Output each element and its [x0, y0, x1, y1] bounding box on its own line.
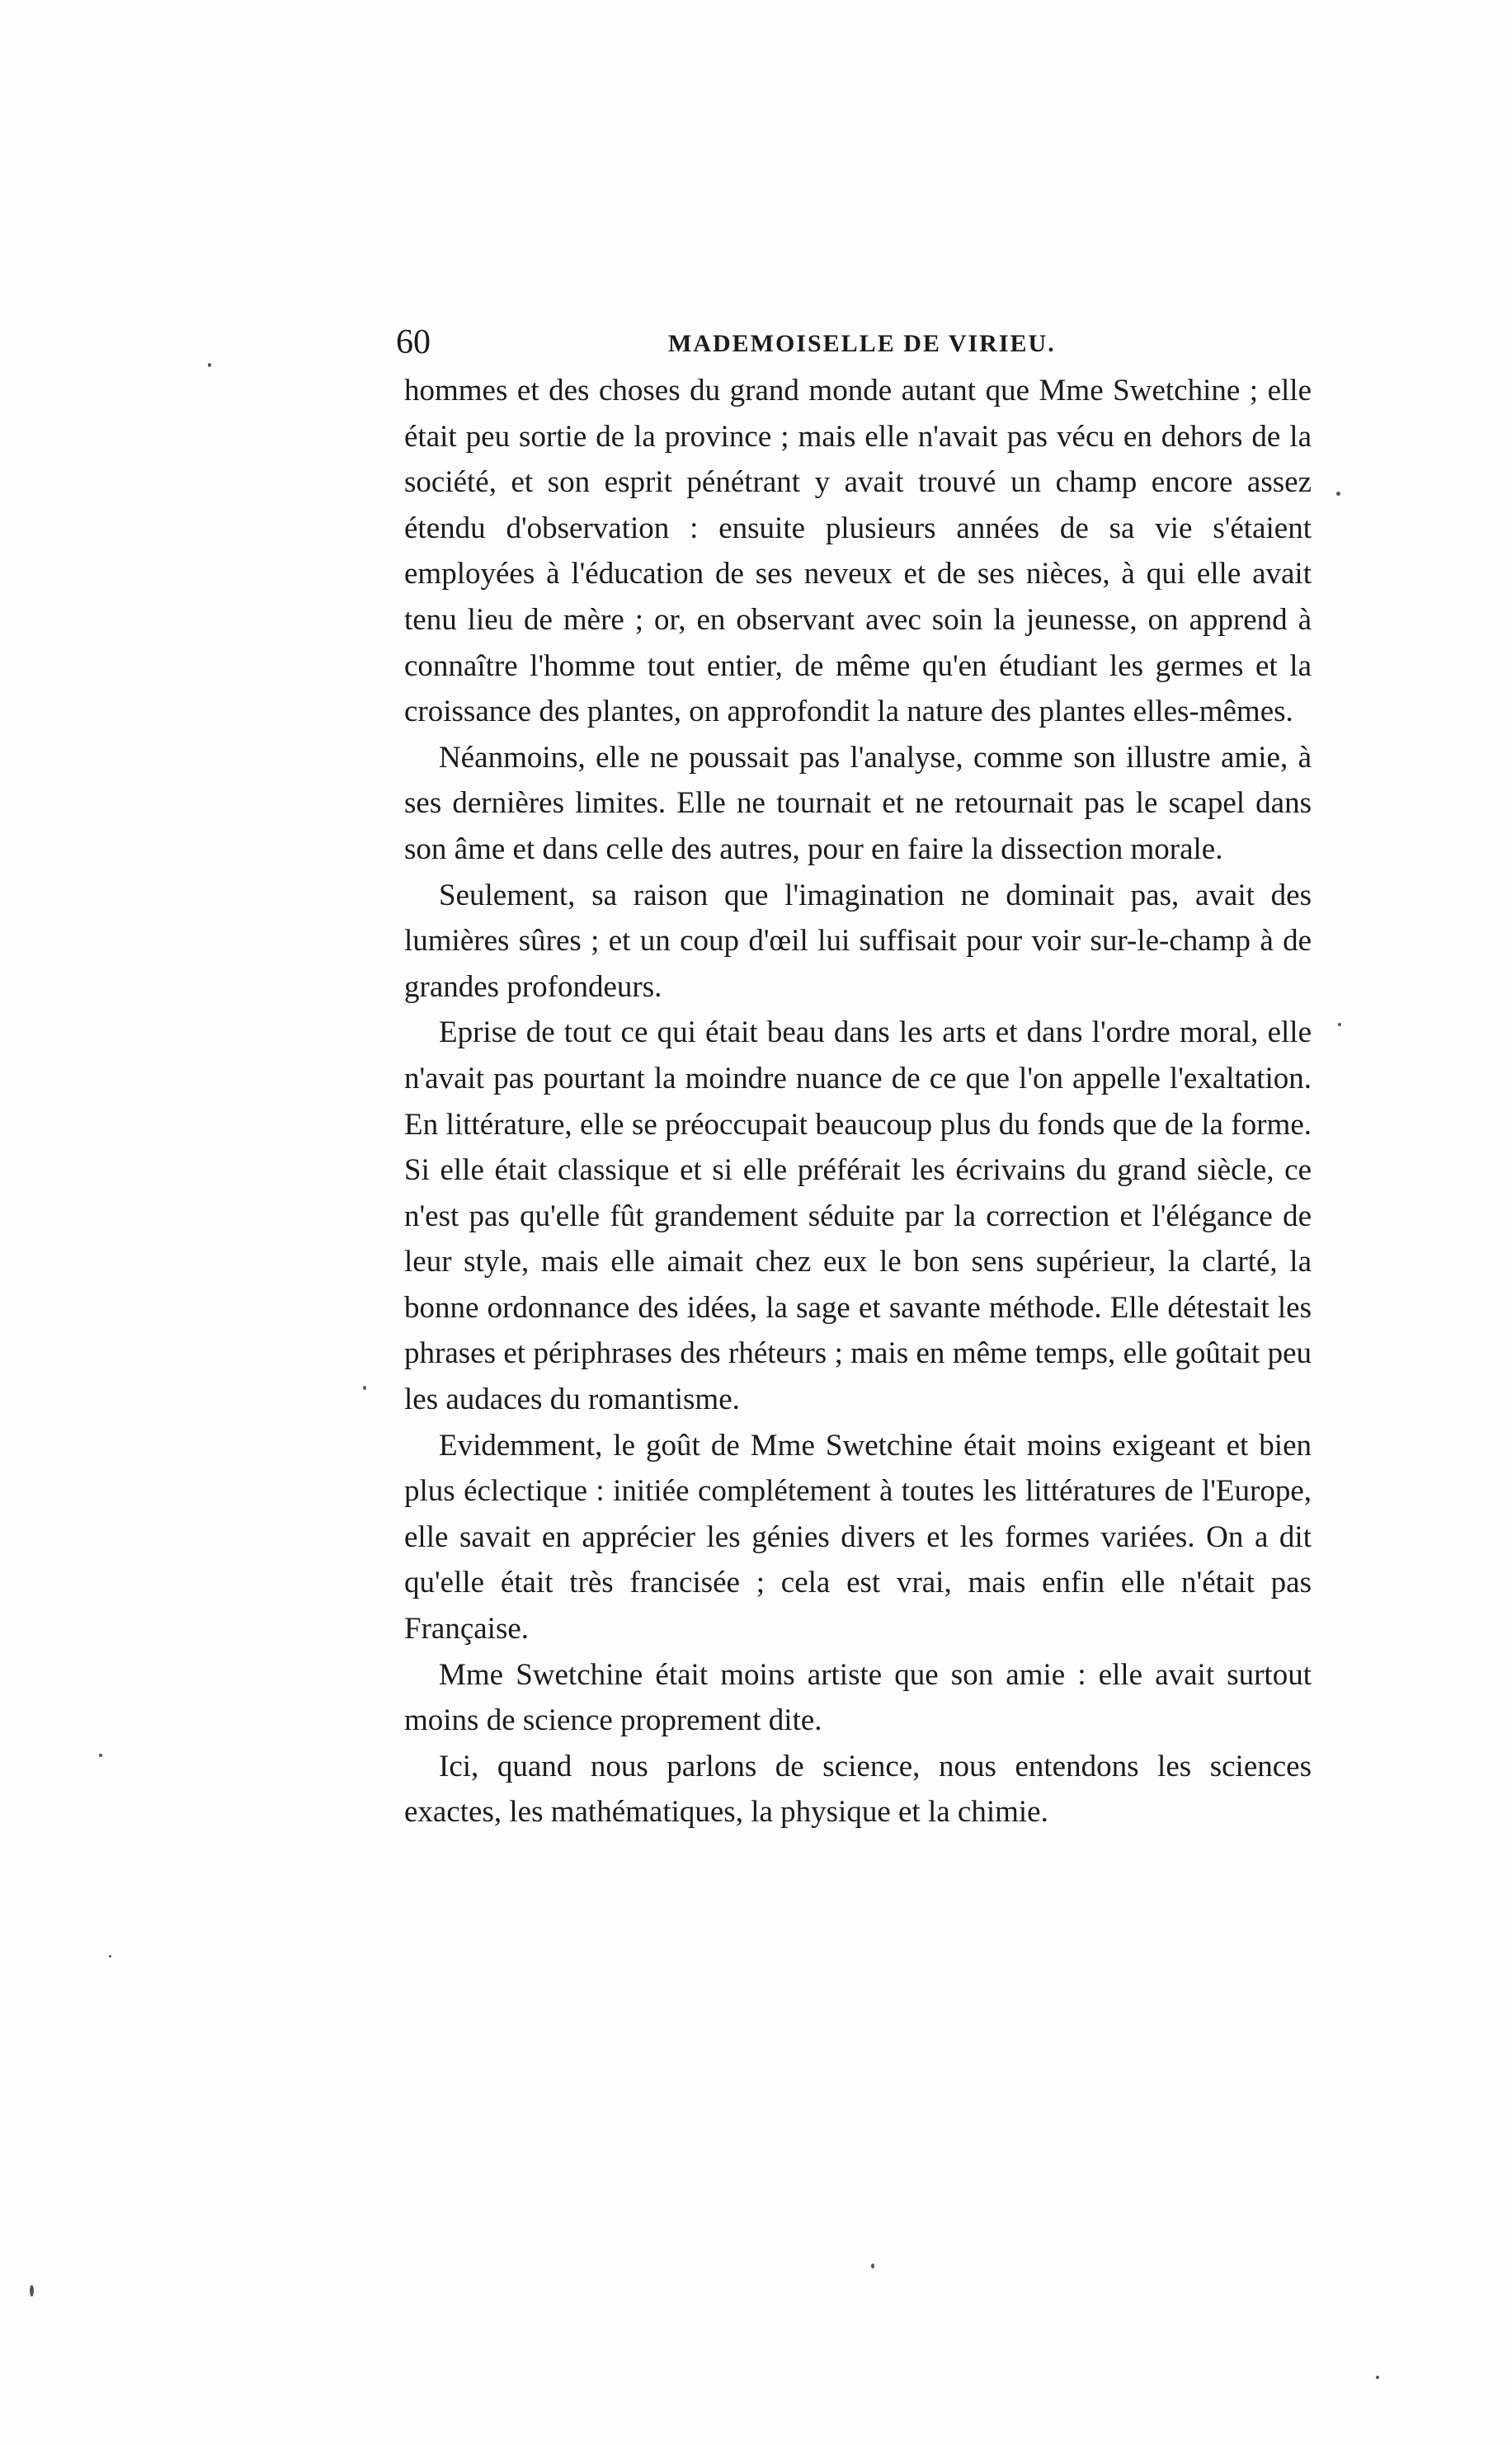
- body-text: [404, 368, 1312, 1835]
- running-title: MADEMOISELLE DE VIRIEU.: [668, 330, 1056, 357]
- paragraph-4: Eprise de tout ce qui était beau dans les arts et dans l'ordre moral, elle n'avait pas pourtant la moindre nuance de ce que l'on appelle l'exaltation. En littérature, elle se préoccupait beaucoup plus du fonds que de la forme. Si elle était classique et si elle préférait les écrivains du grand siècle, ce n'est pas qu'elle fût grandement séduite par la correction et l'élégance de leur style, mais elle aimait chez eux le bon sens supérieur, la clarté, la bonne ordonnance des idées, la sage et savante méthode. Elle détestait les phrases et périphrases des rhéteurs ; mais en même temps, elle goûtait peu les audaces du romantisme.: [404, 1015, 1312, 1417]
- paragraph-7: Ici, quand nous parlons de science, nous entendons les sciences exactes, les mathématiques, la physique et la chimie.: [404, 1749, 1312, 1830]
- paragraph-1: hommes et des choses du grand monde autant que Mme Swetchine ; elle était peu sortie de la province ; mais elle n'avait pas vécu en dehors de la société, et son esprit pénétrant y avait trouvé un champ encore assez étendu d'observation : ensuite plusieurs années de sa vie s'étaient employées à l'éducation de ses neveux et de ses nièces, à qui elle avait tenu lieu de mère ; or, en observant avec soin la jeunesse, on apprend à connaître l'homme tout entier, de même qu'en étudiant les germes et la croissance des plantes, on approfondit la nature des plantes elles-mêmes.: [404, 374, 1312, 729]
- page-number: 60: [396, 323, 431, 361]
- scan-speck: [109, 1955, 111, 1957]
- scan-speck: [30, 2285, 34, 2297]
- paragraph-3: Seulement, sa raison que l'imagination ne dominait pas, avait des lumières sûres ; et un coup d'œil lui suffisait pour voir sur-le-champ à de grandes profondeurs.: [404, 878, 1312, 1004]
- paragraph-2: Néanmoins, elle ne poussait pas l'analyse, comme son illustre amie, à ses dernières limites. Elle ne tournait et ne retournait pas le scapel dans son âme et dans celle des autres, pour en faire la dissection morale.: [404, 740, 1312, 866]
- paragraph-5: Evidemment, le goût de Mme Swetchine était moins exigeant et bien plus éclectique : initiée complétement à toutes les littératures de l'Europe, elle savait en apprécier les génies divers et les formes variées. On a dit qu'elle était très francisée ; cela est vrai, mais enfin elle n'était pas Française.: [404, 1428, 1312, 1646]
- scan-speck: [871, 2264, 874, 2268]
- scan-speck: [208, 363, 211, 367]
- running-head: [396, 322, 1320, 363]
- scan-speck: [363, 1386, 366, 1390]
- paragraph-6: Mme Swetchine était moins artiste que son amie : elle avait surtout moins de science proprement dite.: [404, 1657, 1312, 1738]
- scan-speck: [1376, 2376, 1379, 2379]
- scan-speck: [1338, 1023, 1341, 1026]
- scan-speck: [1336, 492, 1340, 496]
- scan-speck: [99, 1754, 102, 1757]
